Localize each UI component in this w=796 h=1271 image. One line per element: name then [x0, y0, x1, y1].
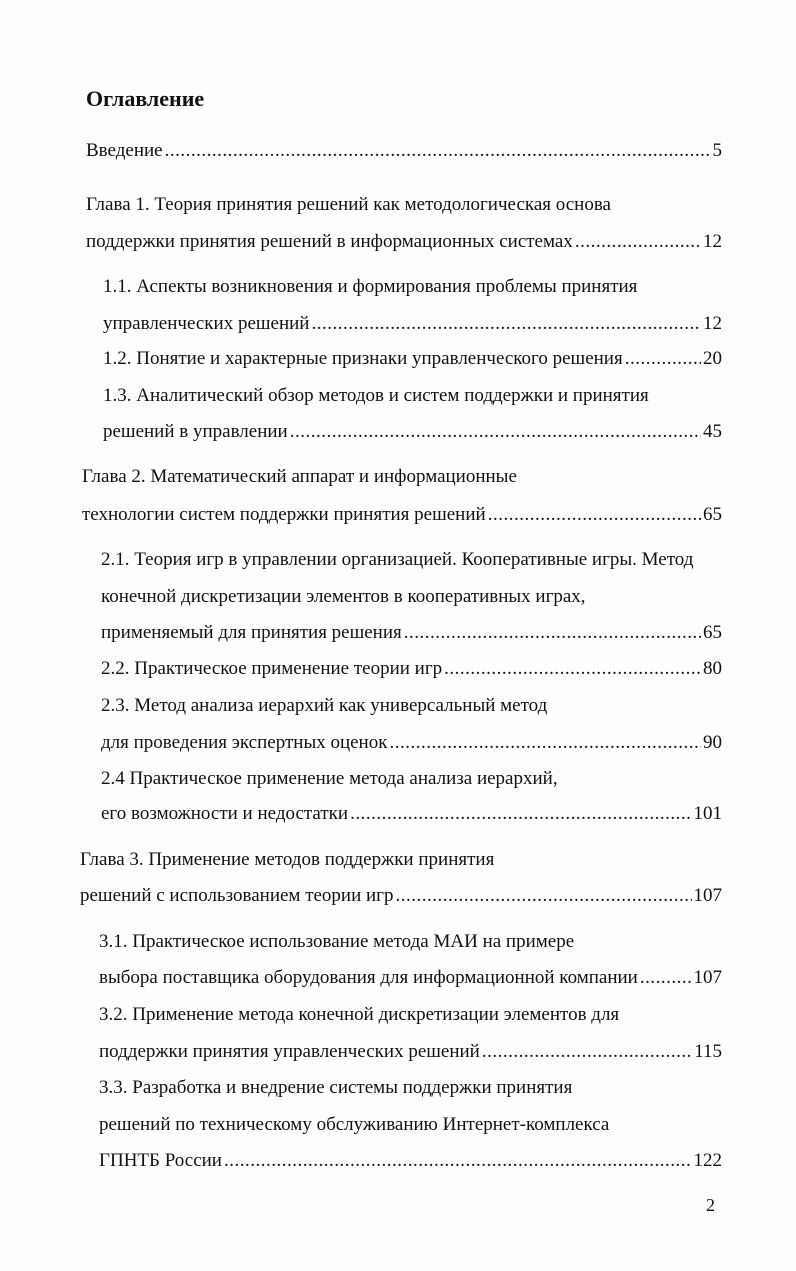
toc-section-2-3[interactable] — [101, 729, 722, 757]
toc-page-number: 101 — [693, 803, 722, 824]
toc-section-1-1[interactable] — [103, 310, 722, 338]
toc-leader-dots — [404, 619, 701, 647]
toc-leader-dots — [444, 655, 701, 683]
toc-section-1-1-line-1[interactable]: 1.1. Аспекты возникновения и формирования проблемы принятия — [103, 276, 638, 297]
toc-section-2-1[interactable] — [101, 619, 722, 647]
toc-entry-text: его возможности и недостатки — [101, 803, 349, 824]
toc-entry-text: решений с использованием теории игр — [80, 885, 394, 906]
toc-page-number: 90 — [703, 732, 722, 753]
toc-section-3-1[interactable] — [99, 964, 722, 992]
toc-leader-dots — [165, 137, 711, 165]
toc-page-number: 107 — [693, 967, 722, 988]
toc-entry-text: технологии систем поддержки принятия решений — [82, 504, 486, 525]
toc-section-3-1-line-1[interactable]: 3.1. Практическое использование метода МАИ на примере — [99, 931, 575, 952]
toc-entry-intro[interactable] — [86, 137, 722, 165]
toc-chapter-3-line-1[interactable]: Глава 3. Применение методов поддержки принятия — [80, 849, 495, 870]
toc-leader-dots — [389, 729, 701, 757]
toc-leader-dots — [482, 1038, 692, 1066]
toc-leader-dots — [575, 228, 701, 256]
toc-entry-text: 2.2. Практическое применение теории игр — [101, 658, 443, 679]
toc-leader-dots — [625, 345, 701, 373]
toc-entry-text: Введение — [86, 140, 163, 161]
toc-section-2-1-line-1[interactable]: 2.1. Теория игр в управлении организацией. Кооперативные игры. Метод — [101, 549, 694, 570]
page-number: 2 — [706, 1195, 715, 1215]
toc-entry-text: 1.2. Понятие и характерные признаки управленческого решения — [103, 348, 623, 369]
toc-page-number: 122 — [693, 1150, 722, 1171]
toc-leader-dots — [224, 1147, 692, 1175]
toc-leader-dots — [350, 800, 691, 828]
toc-entry-text: выбора поставщика оборудования для информационной компании — [99, 967, 638, 988]
toc-section-2-4-line-1[interactable]: 2.4 Практическое применение метода анализа иерархий, — [101, 768, 558, 789]
toc-page-number: 45 — [703, 421, 722, 442]
toc-chapter-1-line-1[interactable]: Глава 1. Теория принятия решений как методологическая основа — [86, 194, 611, 215]
toc-section-3-3-line-1[interactable]: 3.3. Разработка и внедрение системы поддержки принятия — [99, 1077, 573, 1098]
toc-chapter-3[interactable] — [80, 882, 722, 910]
toc-entry-text: применяемый для принятия решения — [101, 622, 402, 643]
toc-page-number: 65 — [703, 622, 722, 643]
toc-chapter-2-line-1[interactable]: Глава 2. Математический аппарат и информационные — [82, 466, 517, 487]
toc-section-2-3-line-1[interactable]: 2.3. Метод анализа иерархий как универсальный метод — [101, 695, 548, 716]
toc-section-2-1-line-2[interactable]: конечной дискретизации элементов в кооперативных играх, — [101, 586, 586, 607]
toc-chapter-2[interactable] — [82, 501, 722, 529]
toc-section-3-2-line-1[interactable]: 3.2. Применение метода конечной дискретизации элементов для — [99, 1004, 620, 1025]
toc-section-3-3[interactable] — [99, 1147, 722, 1175]
toc-leader-dots — [311, 310, 701, 338]
toc-leader-dots — [488, 501, 701, 529]
toc-chapter-1[interactable] — [86, 228, 722, 256]
toc-section-2-2[interactable] — [101, 655, 722, 683]
toc-page-number: 5 — [712, 140, 722, 161]
toc-leader-dots — [395, 882, 691, 910]
toc-section-1-2[interactable] — [103, 345, 722, 373]
toc-entry-text: управленческих решений — [103, 313, 310, 334]
page-title: Оглавление — [86, 86, 205, 111]
toc-entry-text: для проведения экспертных оценок — [101, 732, 388, 753]
toc-page-number: 115 — [694, 1041, 722, 1062]
toc-page-number: 107 — [693, 885, 722, 906]
toc-section-2-4[interactable] — [101, 800, 722, 828]
toc-section-1-3[interactable] — [103, 418, 722, 446]
toc-page-number: 65 — [703, 504, 722, 525]
toc-section-1-3-line-1[interactable]: 1.3. Аналитический обзор методов и систем поддержки и принятия — [103, 385, 649, 406]
toc-page-number: 12 — [703, 313, 722, 334]
toc-page-number: 80 — [703, 658, 722, 679]
toc-entry-text: поддержки принятия управленческих решений — [99, 1041, 480, 1062]
toc-entry-text: поддержки принятия решений в информационных системах — [86, 231, 573, 252]
toc-leader-dots — [640, 964, 692, 992]
toc-leader-dots — [290, 418, 701, 446]
toc-entry-text: решений в управлении — [103, 421, 288, 442]
toc-page-number: 20 — [703, 348, 722, 369]
toc-section-3-3-line-2[interactable]: решений по техническому обслуживанию Интернет-комплекса — [99, 1114, 610, 1135]
toc-page-number: 12 — [703, 231, 722, 252]
toc-section-3-2[interactable] — [99, 1038, 722, 1066]
toc-entry-text: ГПНТБ России — [99, 1150, 222, 1171]
